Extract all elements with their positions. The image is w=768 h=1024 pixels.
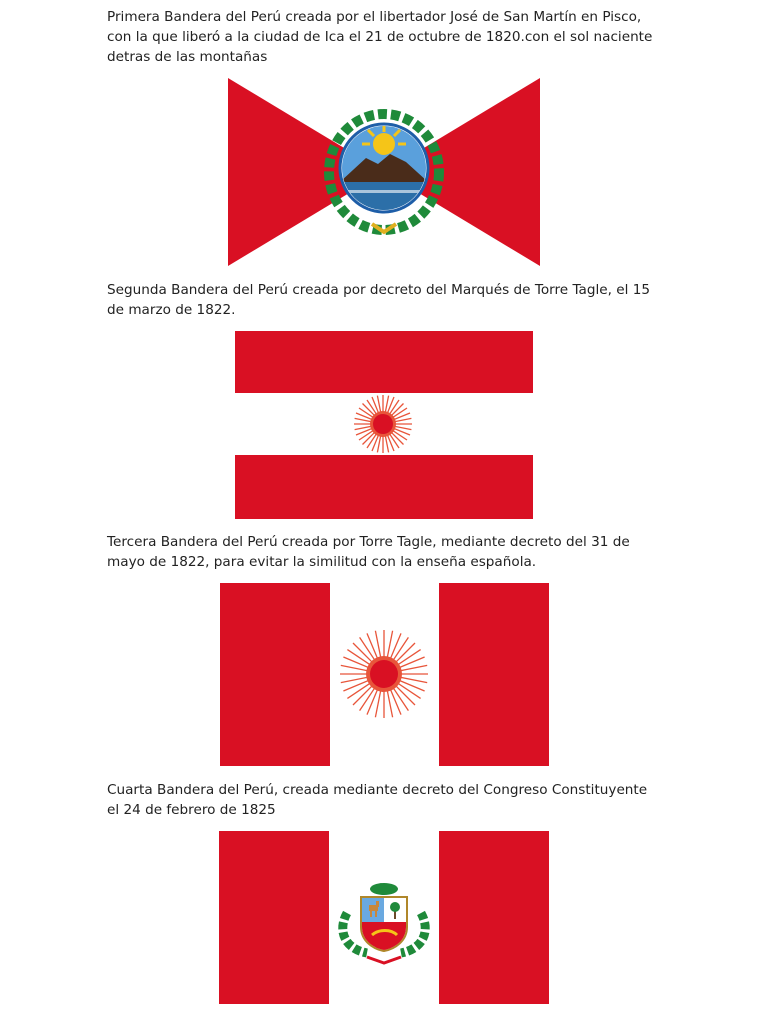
flag-2-caption: Segunda Bandera del Perú creada por decreto del Marqués de Torre Tagle, el 15 de marzo de 1822.: [107, 282, 651, 318]
first-peru-flag-icon: [228, 78, 540, 266]
flag-1-caption: Primera Bandera del Perú creada por el libertador José de San Martín en Pisco, con la que liberó a la ciudad de Ica el 21 de octubre de 1820.con el sol naciente detras de las montañas: [107, 9, 653, 65]
flag-3-caption: Tercera Bandera del Perú creada por Torre Tagle, mediante decreto del 31 de mayo de 1822, para evitar la similitud con la enseña española.: [107, 534, 630, 570]
fourth-peru-flag-icon: [219, 831, 549, 1004]
third-peru-flag-icon: [220, 583, 549, 766]
flag-4-caption: Cuarta Bandera del Perú, creada mediante decreto del Congreso Constituyente el 24 de febrero de 1825: [107, 782, 648, 818]
second-peru-flag-icon: [235, 331, 533, 519]
